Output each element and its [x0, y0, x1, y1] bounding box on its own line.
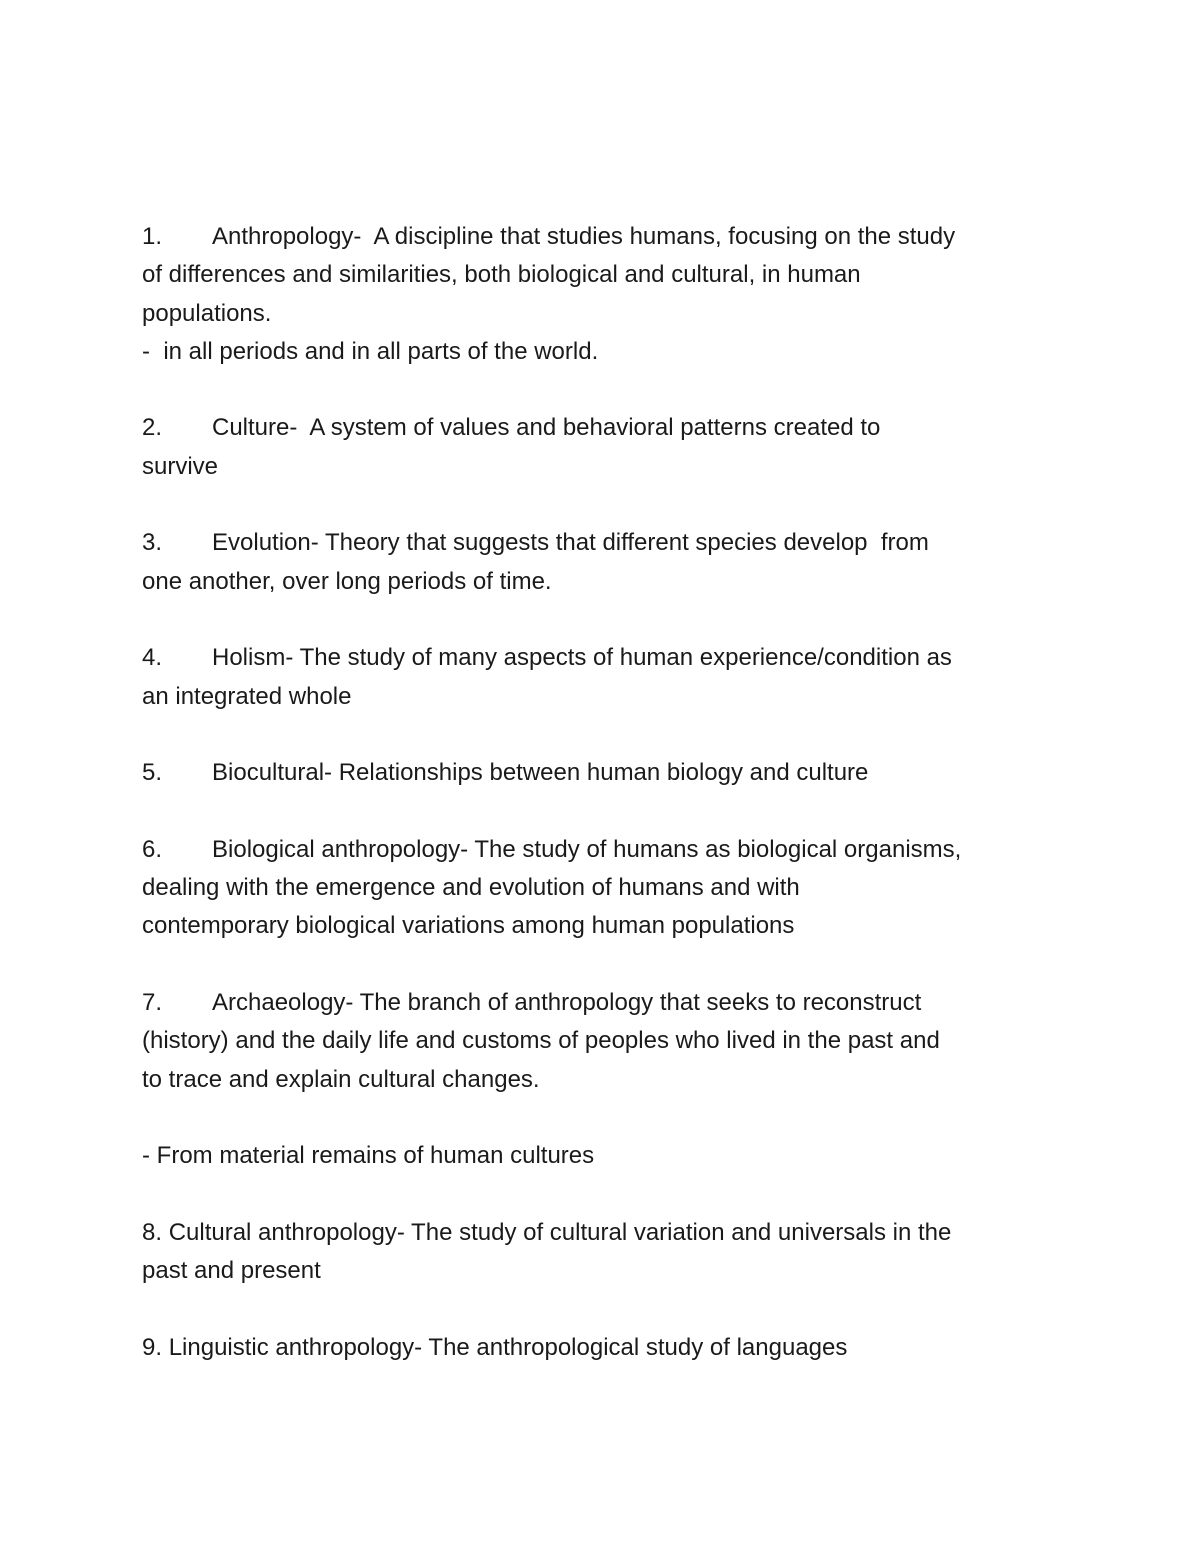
definition-item-7: [142, 984, 1072, 1099]
definition-item-1: [142, 218, 1072, 371]
spacer: [142, 1175, 1072, 1213]
definition-line: [142, 1329, 1072, 1367]
definition-line: [142, 984, 1072, 1022]
definition-item-2: [142, 409, 1072, 486]
spacer: [142, 371, 1072, 409]
definition-text: Holism- The study of many aspects of human experience/condition as: [212, 644, 952, 672]
item-number: 3.: [142, 529, 163, 557]
definition-text: Linguistic anthropology- The anthropological study of languages: [168, 1333, 848, 1361]
spacer: [142, 946, 1072, 984]
item-number: 1.: [142, 223, 163, 250]
definition-item-5: [142, 754, 1072, 792]
spacer: [142, 792, 1072, 830]
item-number: 9.: [142, 1333, 163, 1361]
definition-line: populations.: [142, 299, 272, 327]
definition-text: Biocultural- Relationships between human biology and culture: [212, 759, 869, 787]
definition-line: [142, 409, 1072, 447]
definition-text: Culture- A system of values and behavioral patterns created to: [212, 414, 881, 442]
definition-line: [142, 831, 1072, 869]
definition-item-6: [142, 831, 1072, 946]
definition-item-3: [142, 524, 1072, 601]
definition-item-4: [142, 639, 1072, 716]
archaeology-note: [142, 1137, 1072, 1175]
definition-line: [142, 639, 1072, 677]
definitions-list: [142, 218, 1072, 1367]
definition-text: Cultural anthropology- The study of cultural variation and universals in the: [168, 1218, 952, 1246]
definition-line: to trace and explain cultural changes.: [142, 1065, 540, 1093]
definition-line: [142, 1214, 1072, 1252]
definition-line: an integrated whole: [142, 682, 352, 710]
definition-line: of differences and similarities, both biological and cultural, in human: [142, 261, 861, 289]
definition-line: survive: [142, 452, 219, 480]
spacer: [142, 486, 1072, 524]
definition-line: [142, 754, 1072, 792]
definition-text: Anthropology- A discipline that studies humans, focusing on the study: [212, 223, 956, 250]
item-number: 4.: [142, 644, 163, 672]
definition-note: - From material remains of human cultures: [142, 1142, 595, 1170]
item-number: 6.: [142, 835, 163, 863]
spacer: [142, 1099, 1072, 1137]
definition-line: [142, 524, 1072, 562]
definition-line: dealing with the emergence and evolution of humans and with: [142, 874, 800, 902]
item-number: 2.: [142, 414, 163, 442]
definition-text: Biological anthropology- The study of humans as biological organisms,: [212, 835, 962, 863]
definition-item-8: [142, 1214, 1072, 1291]
item-number: 8.: [142, 1218, 163, 1246]
definition-line: one another, over long periods of time.: [142, 567, 552, 595]
spacer: [142, 1290, 1072, 1328]
definition-line: [142, 218, 1072, 256]
definition-line: (history) and the daily life and customs of peoples who lived in the past and: [142, 1027, 940, 1055]
definition-text: Evolution- Theory that suggests that different species develop from: [212, 529, 929, 557]
item-number: 5.: [142, 759, 163, 787]
definition-line: contemporary biological variations among human populations: [142, 912, 795, 940]
spacer: [142, 601, 1072, 639]
definition-line: past and present: [142, 1257, 321, 1285]
definition-item-9: [142, 1329, 1072, 1367]
definition-text: Archaeology- The branch of anthropology that seeks to reconstruct: [212, 988, 922, 1016]
spacer: [142, 716, 1072, 754]
item-number: 7.: [142, 988, 163, 1016]
definition-note: - in all periods and in all parts of the world.: [142, 337, 599, 365]
